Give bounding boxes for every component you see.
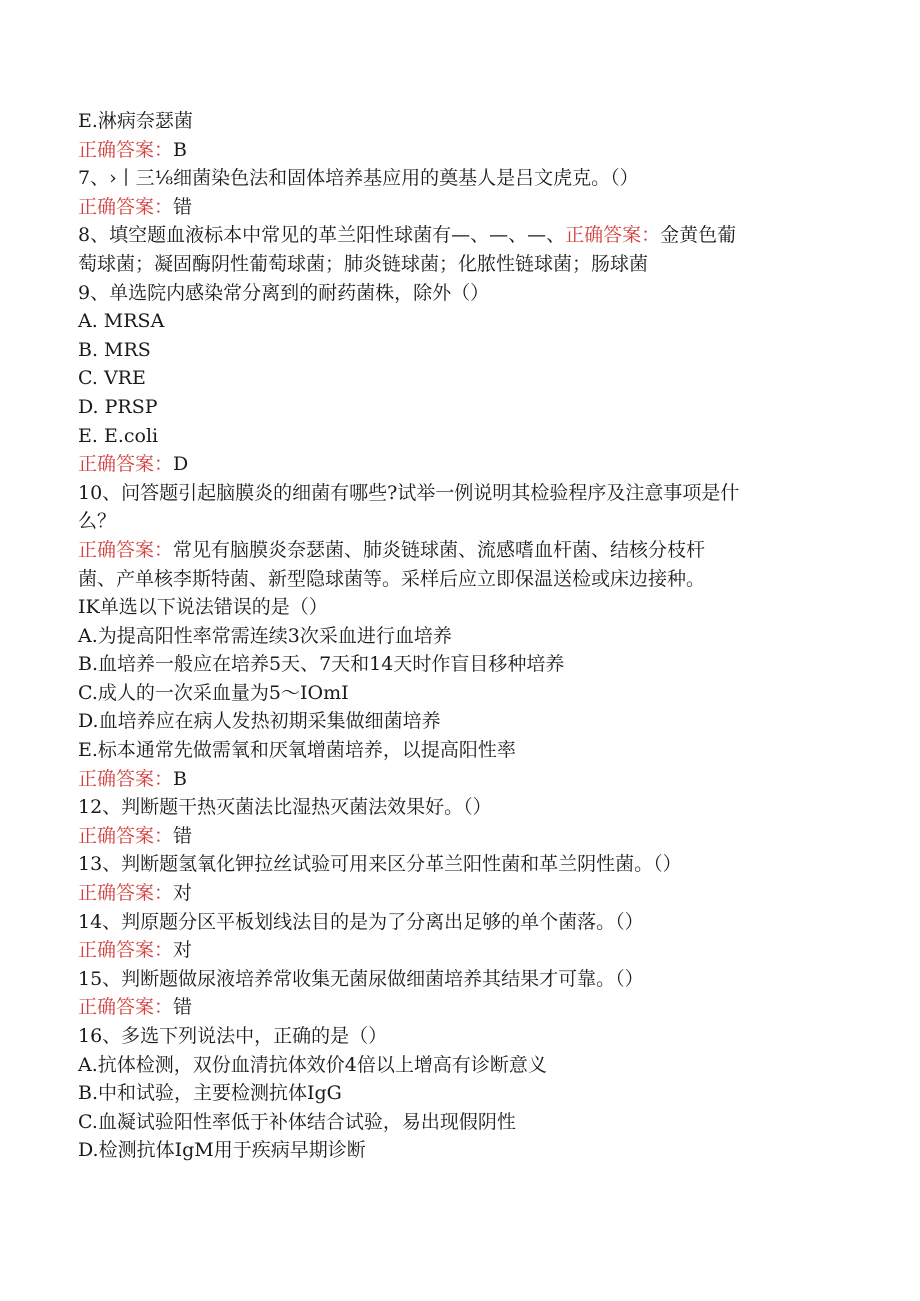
answer-line	[78, 765, 838, 794]
option-text: E.淋病奈瑟菌	[78, 110, 193, 132]
option-text: C. VRE	[78, 367, 146, 390]
answer-value: 常见有脑膜炎奈瑟菌、肺炎链球菌、流感嗜血杆菌、结核分枝杆	[173, 538, 706, 561]
answer-value: 对	[173, 882, 193, 905]
question-text: 10、问答题引起脑膜炎的细菌有哪些?试举一例说明其检验程序及注意事项是什	[78, 481, 740, 504]
document-body	[78, 107, 838, 1165]
option-text: D. PRSP	[78, 395, 158, 418]
option-text: A.抗体检测，双份血清抗体效价4倍以上增高有诊断意义	[78, 1053, 547, 1076]
question-text: 9、单选院内感染常分离到的耐药菌株，除外（）	[78, 281, 490, 304]
answer-label: 正确答案：	[78, 767, 174, 790]
option-text: B. MRS	[78, 338, 151, 361]
answer-label: 正确答案：	[78, 538, 174, 561]
answer-label: 正确答案：	[565, 224, 661, 247]
answer-value: 对	[173, 939, 193, 962]
answer-line	[78, 536, 838, 565]
question-text-continuation: 么？	[78, 510, 117, 533]
question-text: 12、判断题干热灭菌法比湿热灭菌法效果好。（）	[78, 796, 492, 819]
answer-label: 正确答案：	[78, 939, 174, 962]
answer-line	[78, 450, 838, 479]
question-text: 16、多选下列说法中，正确的是（）	[78, 1025, 388, 1047]
answer-value: D	[173, 453, 189, 476]
option-text: E.标本通常先做需氧和厌氧增菌培养，以提高阳性率	[78, 739, 516, 762]
answer-value: B	[173, 138, 187, 161]
answer-value: 错	[173, 195, 193, 218]
answer-line	[78, 193, 838, 222]
question-stem: 8、填空题血液标本中常见的革兰阳性球菌有—、—、—、	[78, 224, 566, 247]
answer-line	[78, 879, 838, 908]
answer-label: 正确答案：	[78, 824, 174, 847]
option-text: E. E.coli	[78, 424, 159, 447]
answer-line	[78, 993, 838, 1022]
question-text: 15、判断题做尿液培养常收集无菌尿做细菌培养其结果才可靠。（）	[78, 967, 644, 990]
answer-value: 错	[173, 824, 193, 847]
option-text: A.为提高阳性率常需连续3次采血进行血培养	[78, 624, 452, 647]
option-text: C.血凝试验阳性率低于补体结合试验，易出现假阴性	[78, 1110, 516, 1133]
question-text	[78, 221, 838, 250]
answer-value: 错	[173, 996, 193, 1019]
option-text: B.血培养一般应在培养5天、7天和14天时作盲目移种培养	[78, 653, 565, 676]
answer-line	[78, 136, 838, 165]
answer-label: 正确答案：	[78, 453, 174, 476]
answer-continuation: 萄球菌；凝固酶阴性葡萄球菌；肺炎链球菌；化脓性链球菌；肠球菌	[78, 252, 649, 275]
option-text: C.成人的一次采血量为5～IOmI	[78, 681, 349, 704]
answer-label: 正确答案：	[78, 996, 174, 1019]
answer-label: 正确答案：	[78, 195, 174, 218]
answer-continuation: 菌、产单核李斯特菌、新型隐球菌等。采样后应立即保温送检或床边接种。	[78, 567, 706, 590]
option-text: D.血培养应在病人发热初期采集做细菌培养	[78, 710, 441, 733]
answer-label: 正确答案：	[78, 882, 174, 905]
answer-label: 正确答案：	[78, 138, 174, 161]
question-text: IK单选以下说法错误的是（）	[78, 596, 328, 619]
answer-value: B	[173, 767, 187, 790]
option-text: D.检测抗体IgM用于疾病早期诊断	[78, 1139, 366, 1162]
option-text: A. MRSA	[78, 310, 165, 333]
question-text: 14、判原题分区平板划线法目的是为了分离出足够的单个菌落。（）	[78, 910, 644, 933]
question-text: 7、›丨三⅛细菌染色法和固体培养基应用的奠基人是吕文虎克。（）	[78, 167, 639, 190]
answer-line	[78, 822, 838, 851]
question-text: 13、判断题氢氧化钾拉丝试验可用来区分革兰阳性菌和革兰阴性菌。（）	[78, 853, 682, 876]
option-text: B.中和试验，主要检测抗体IgG	[78, 1082, 342, 1105]
answer-line	[78, 936, 838, 965]
answer-value: 金黄色葡	[660, 224, 737, 247]
